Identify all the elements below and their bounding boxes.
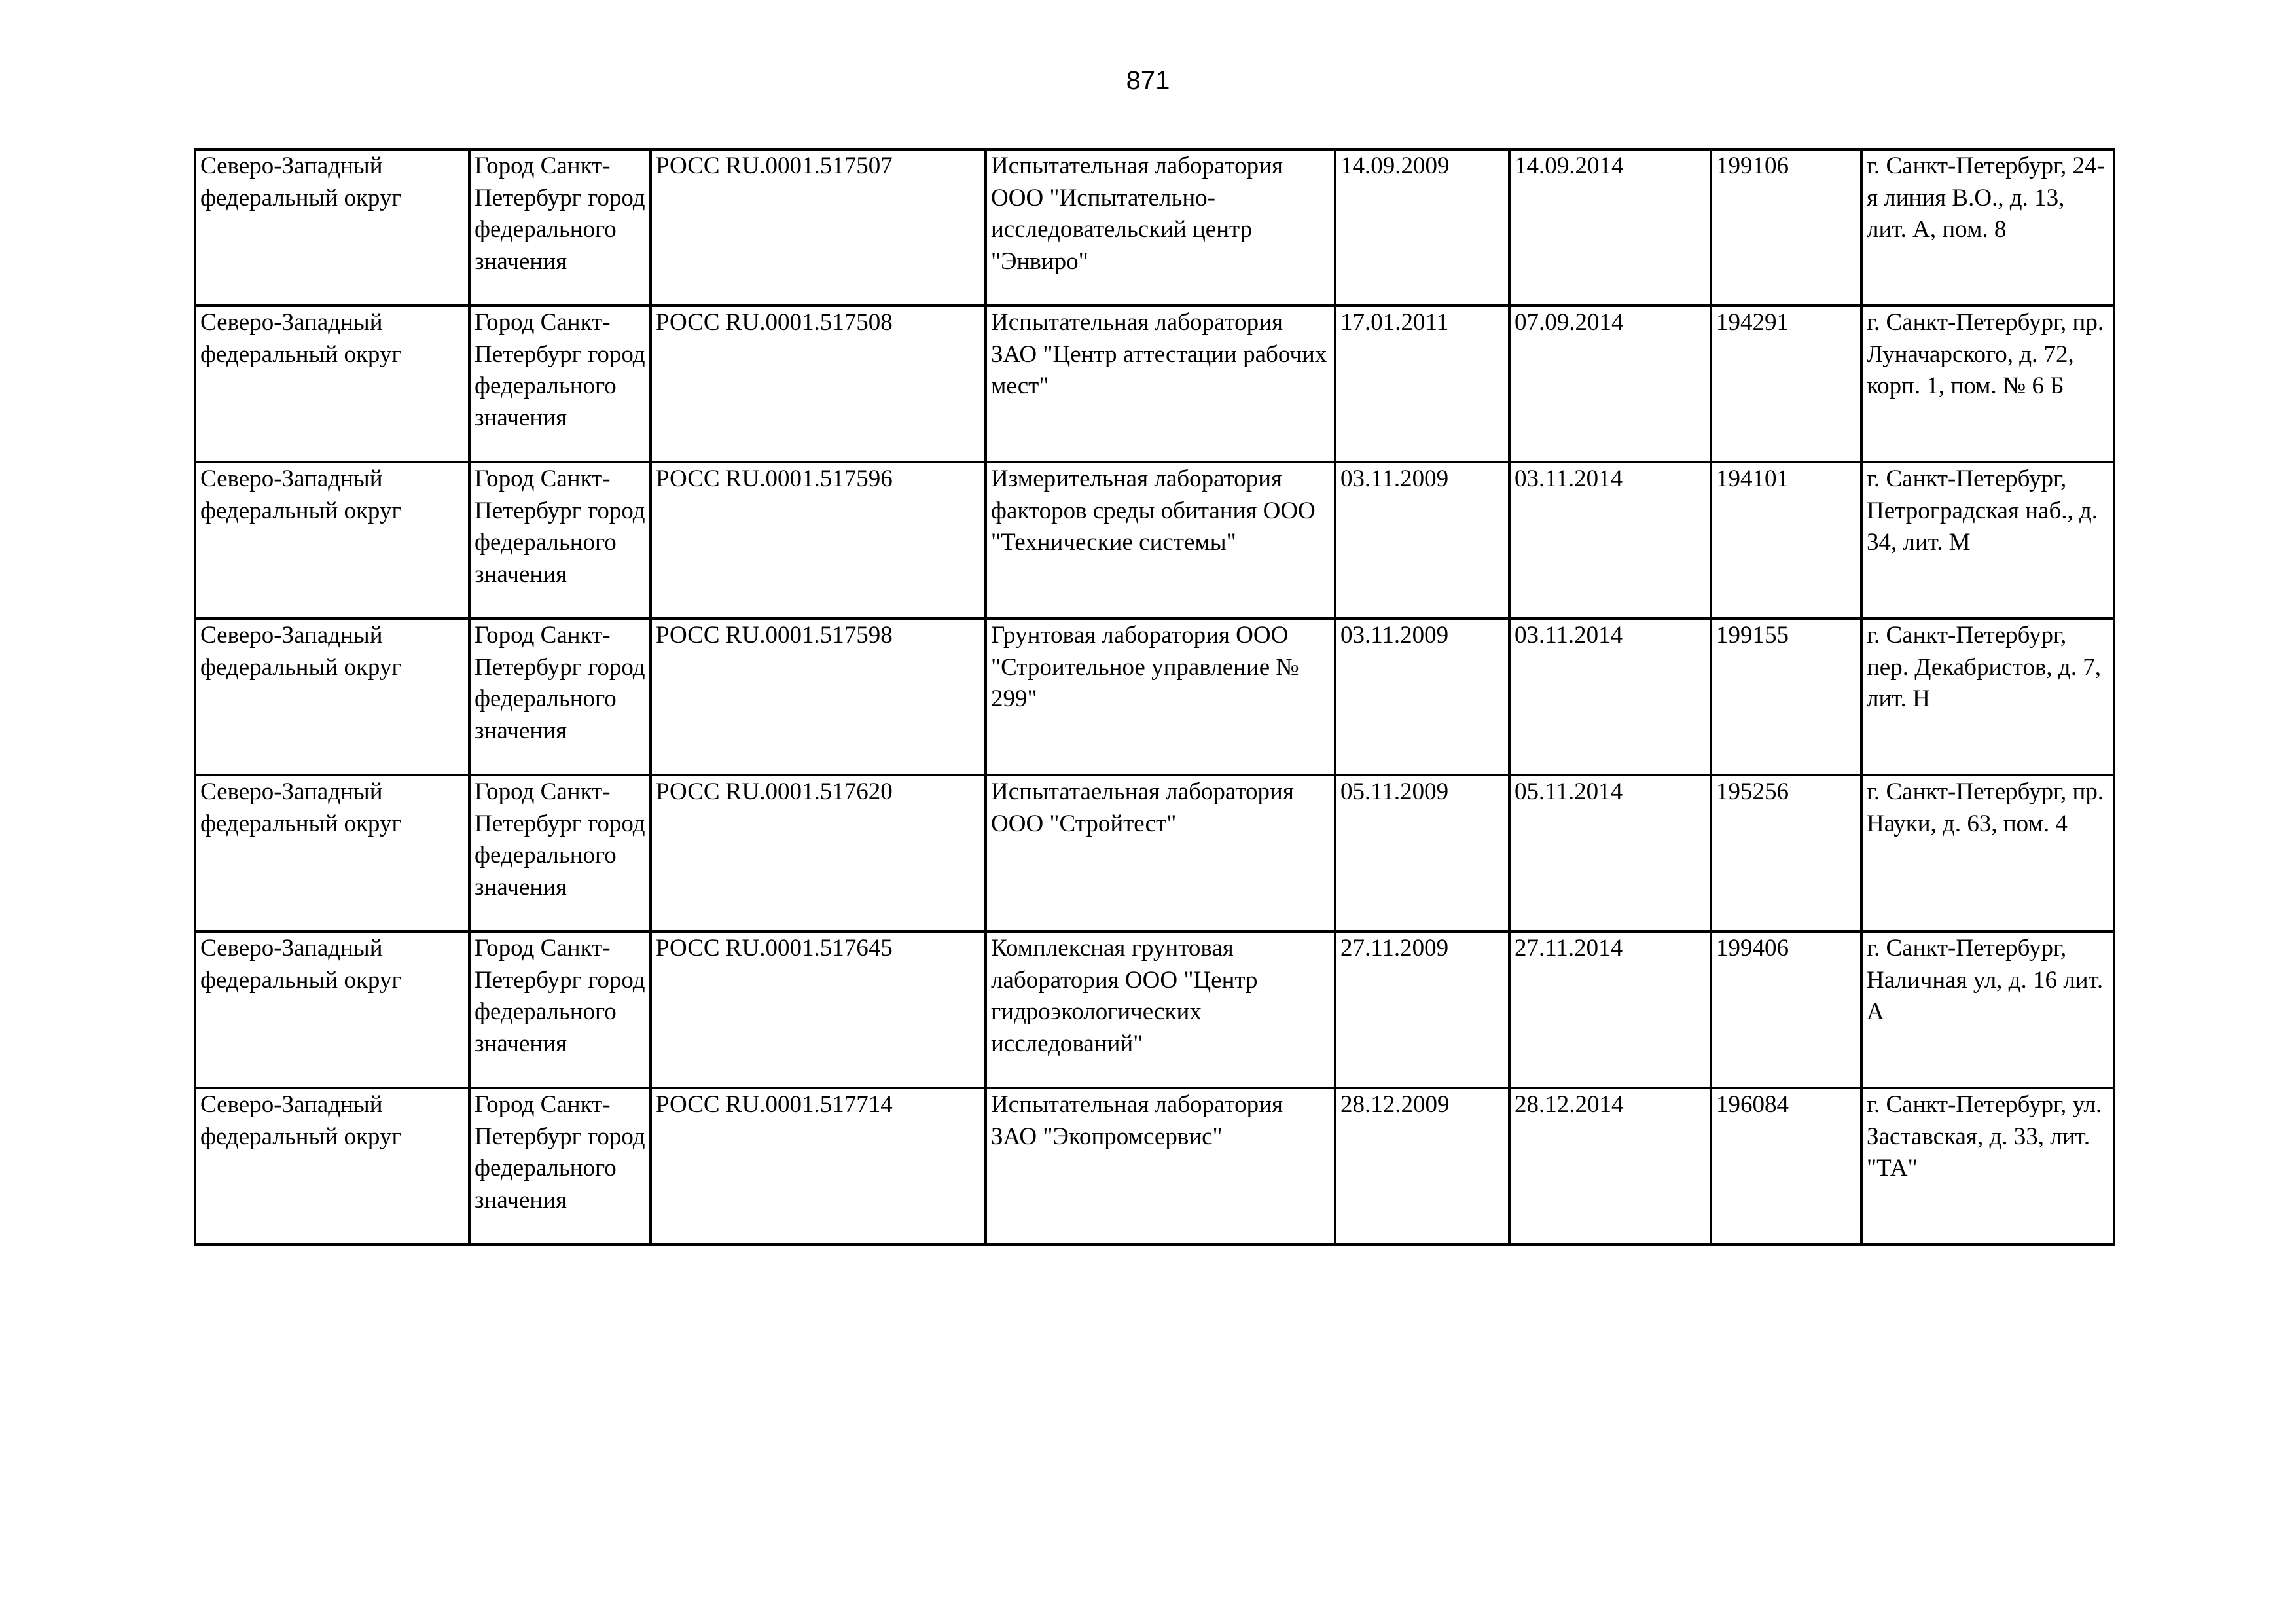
accreditation-number-cell: РОСС RU.0001.517598 [651, 619, 986, 775]
date-end-cell: 05.11.2014 [1509, 775, 1711, 931]
region-cell: Город Санкт-Петербург город федерального значения [469, 931, 651, 1088]
address-cell: г. Санкт-Петербург, пер. Декабристов, д. 7, лит. Н [1861, 619, 2114, 775]
date-end-cell: 03.11.2014 [1509, 619, 1711, 775]
date-start-cell: 27.11.2009 [1335, 931, 1509, 1088]
date-start-cell: 05.11.2009 [1335, 775, 1509, 931]
postcode-cell: 199406 [1711, 931, 1861, 1088]
table-row [195, 1088, 2114, 1244]
district-cell: Северо-Западный федеральный округ [195, 306, 469, 462]
district-cell: Северо-Западный федеральный округ [195, 619, 469, 775]
laboratory-name-cell: Испытатаельная лаборатория ООО "Стройтест" [986, 775, 1335, 931]
region-cell: Город Санкт-Петербург город федерального значения [469, 619, 651, 775]
table-row [195, 306, 2114, 462]
district-cell: Северо-Западный федеральный округ [195, 775, 469, 931]
page-number: 871 [1126, 66, 1170, 95]
date-start-cell: 03.11.2009 [1335, 462, 1509, 619]
postcode-cell: 199106 [1711, 149, 1861, 306]
date-start-cell: 17.01.2011 [1335, 306, 1509, 462]
laboratory-registry-table [194, 148, 2115, 1246]
address-cell: г. Санкт-Петербург, ул. Заставская, д. 33, лит. "ТА" [1861, 1088, 2114, 1244]
accreditation-number-cell: РОСС RU.0001.517645 [651, 931, 986, 1088]
date-end-cell: 27.11.2014 [1509, 931, 1711, 1088]
accreditation-number-cell: РОСС RU.0001.517596 [651, 462, 986, 619]
date-end-cell: 28.12.2014 [1509, 1088, 1711, 1244]
laboratory-name-cell: Испытательная лаборатория ООО "Испытательно-исследовательский центр "Энвиро" [986, 149, 1335, 306]
address-cell: г. Санкт-Петербург, Петроградская наб., д. 34, лит. М [1861, 462, 2114, 619]
address-cell: г. Санкт-Петербург, пр. Науки, д. 63, пом. 4 [1861, 775, 2114, 931]
postcode-cell: 196084 [1711, 1088, 1861, 1244]
table-row [195, 775, 2114, 931]
date-start-cell: 28.12.2009 [1335, 1088, 1509, 1244]
address-cell: г. Санкт-Петербург, 24-я линия В.О., д. 13, лит. А, пом. 8 [1861, 149, 2114, 306]
address-cell: г. Санкт-Петербург, Наличная ул, д. 16 лит. А [1861, 931, 2114, 1088]
district-cell: Северо-Западный федеральный округ [195, 931, 469, 1088]
accreditation-number-cell: РОСС RU.0001.517507 [651, 149, 986, 306]
postcode-cell: 199155 [1711, 619, 1861, 775]
laboratory-name-cell: Испытательная лаборатория ЗАО "Экопромсервис" [986, 1088, 1335, 1244]
district-cell: Северо-Западный федеральный округ [195, 149, 469, 306]
region-cell: Город Санкт-Петербург город федерального значения [469, 1088, 651, 1244]
district-cell: Северо-Западный федеральный округ [195, 1088, 469, 1244]
region-cell: Город Санкт-Петербург город федерального значения [469, 149, 651, 306]
region-cell: Город Санкт-Петербург город федерального значения [469, 462, 651, 619]
region-cell: Город Санкт-Петербург город федерального значения [469, 775, 651, 931]
accreditation-number-cell: РОСС RU.0001.517508 [651, 306, 986, 462]
laboratory-name-cell: Испытательная лаборатория ЗАО "Центр аттестации рабочих мест" [986, 306, 1335, 462]
postcode-cell: 194101 [1711, 462, 1861, 619]
table-row [195, 931, 2114, 1088]
laboratory-name-cell: Измерительная лаборатория факторов среды обитания ООО "Технические системы" [986, 462, 1335, 619]
postcode-cell: 194291 [1711, 306, 1861, 462]
date-end-cell: 07.09.2014 [1509, 306, 1711, 462]
district-cell: Северо-Западный федеральный округ [195, 462, 469, 619]
postcode-cell: 195256 [1711, 775, 1861, 931]
laboratory-name-cell: Комплексная грунтовая лаборатория ООО "Центр гидроэкологических исследований" [986, 931, 1335, 1088]
address-cell: г. Санкт-Петербург, пр. Луначарского, д. 72, корп. 1, пом. № 6 Б [1861, 306, 2114, 462]
accreditation-number-cell: РОСС RU.0001.517620 [651, 775, 986, 931]
table-row [195, 619, 2114, 775]
accreditation-number-cell: РОСС RU.0001.517714 [651, 1088, 986, 1244]
date-start-cell: 03.11.2009 [1335, 619, 1509, 775]
date-start-cell: 14.09.2009 [1335, 149, 1509, 306]
date-end-cell: 03.11.2014 [1509, 462, 1711, 619]
table-row [195, 462, 2114, 619]
laboratory-name-cell: Грунтовая лаборатория ООО "Строительное управление № 299" [986, 619, 1335, 775]
table-row [195, 149, 2114, 306]
date-end-cell: 14.09.2014 [1509, 149, 1711, 306]
region-cell: Город Санкт-Петербург город федерального значения [469, 306, 651, 462]
